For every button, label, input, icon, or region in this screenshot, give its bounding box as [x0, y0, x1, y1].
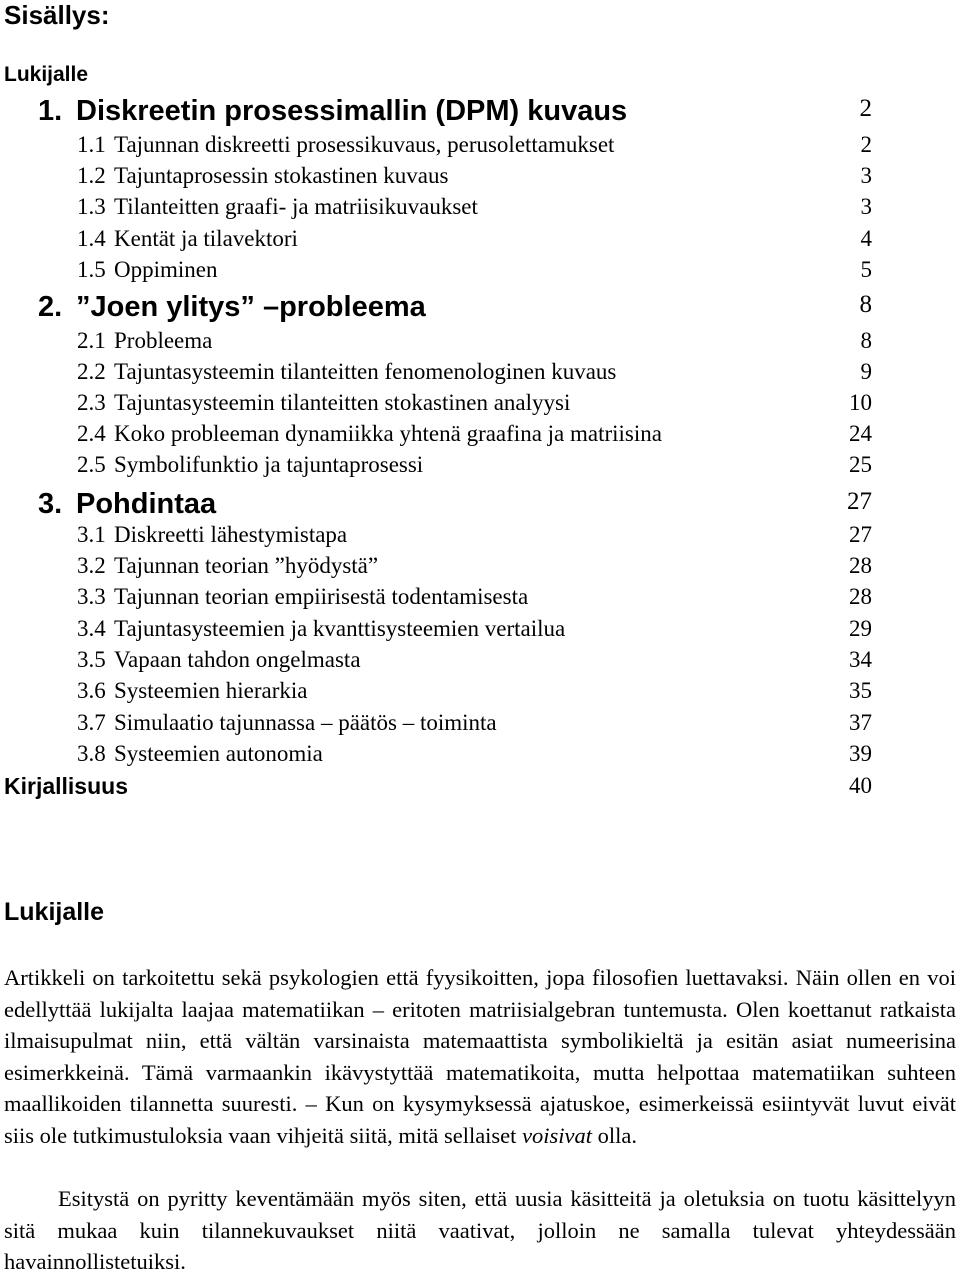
toc-entry-number: 3.6 — [77, 678, 106, 703]
toc-page-number: 27 — [847, 488, 872, 515]
toc-entry-label: Kentät ja tilavektori — [114, 226, 298, 251]
toc-entry-label: Systeemien autonomia — [114, 741, 323, 766]
toc-entry[interactable] — [0, 522, 960, 552]
toc-entry-label: Tajuntasysteemin tilanteitten fenomenologinen kuvaus — [114, 359, 617, 384]
toc-page-number: 2 — [859, 95, 872, 122]
toc-page-number: 28 — [849, 584, 872, 609]
toc-entry[interactable] — [0, 226, 960, 256]
toc-entry-label: Probleema — [114, 328, 213, 353]
toc-entry-label: Tajunnan teorian empiirisestä todentamisesta — [114, 584, 529, 609]
toc-page-number: 8 — [859, 291, 872, 318]
toc-entry-label: ”Joen ylitys” –probleema — [76, 291, 426, 323]
toc-entry-label: Systeemien hierarkia — [114, 678, 308, 703]
toc-entry-number: 3.8 — [77, 741, 106, 766]
toc-entry[interactable] — [0, 421, 960, 451]
toc-entry-number: 3.2 — [77, 553, 106, 578]
toc-entry-label: Oppiminen — [114, 257, 218, 282]
paragraph-text: Artikkeli on tarkoitettu sekä psykologien että fyysikoitten, jopa filosofien luettavaksi. Näin ollen en voi edellyttää lukijalta laajaa matematiikan – eritoten matriisialgebran tuntemusta. Olen koettanut ratkaista ilmaisupulmat niin, että vältän varsinaista matemaattista symbolikieltä ja esitän asiat numeerisina esimerkkeinä. Tämä varmaankin ikävystyttää matematikoita, mutta helpottaa matematiikan suhteen maallikoiden tilannetta suuresti. – Kun on kysymyksessä ajatuskoe, esimerkeissä esiintyvät luvut eivät siis ole tutkimustuloksia vaan vihjeitä siitä, mitä sellaiset — [4, 965, 956, 1148]
toc-entry[interactable] — [0, 95, 960, 125]
toc-page-number: 2 — [860, 132, 872, 157]
toc-entry-number: 1.3 — [77, 194, 106, 219]
toc-page-number: 29 — [849, 616, 872, 641]
toc-entry[interactable] — [0, 584, 960, 614]
paragraph-intro — [4, 962, 956, 1151]
toc-entry-number: 2.3 — [77, 390, 106, 415]
toc-entry-number: 1.4 — [77, 226, 106, 251]
toc-entry[interactable] — [0, 452, 960, 482]
toc-title: Sisällys: — [4, 0, 110, 30]
toc-entry[interactable] — [0, 163, 960, 193]
toc-entry[interactable] — [0, 291, 960, 321]
toc-entry-number: 1. — [38, 95, 63, 127]
toc-entry-label: Tilanteitten graafi- ja matriisikuvaukset — [114, 194, 478, 219]
toc-entry-number: 2.5 — [77, 452, 106, 477]
toc-link-lukijalle[interactable]: Lukijalle — [4, 63, 89, 86]
toc-entry-number: 3.5 — [77, 647, 106, 672]
toc-entry-label: Tajunnan teorian ”hyödystä” — [114, 553, 379, 578]
toc-entry[interactable] — [0, 710, 960, 740]
toc-entry[interactable] — [0, 488, 960, 518]
toc-link-kirjallisuus[interactable]: Kirjallisuus — [4, 773, 128, 799]
toc-page-number: 5 — [860, 257, 872, 282]
toc-entry-label: Diskreetti lähestymistapa — [114, 522, 348, 547]
toc-page-number: 3 — [860, 163, 872, 188]
toc-page-number: 39 — [849, 741, 872, 766]
toc-entry-number: 3.1 — [77, 522, 106, 547]
toc-entry[interactable] — [0, 678, 960, 708]
emphasis-text: voisivat — [522, 1122, 593, 1148]
toc-entry-label: Tajunnan diskreetti prosessikuvaus, perusolettamukset — [114, 132, 615, 157]
toc-entry-number: 2.2 — [77, 359, 106, 384]
toc-page-number: 28 — [849, 553, 872, 578]
toc-entry-number: 2.1 — [77, 328, 106, 353]
toc-entry-number: 3.4 — [77, 616, 106, 641]
toc-entry-label: Diskreetin prosessimallin (DPM) kuvaus — [76, 95, 628, 127]
toc-entry-number: 3.7 — [77, 710, 106, 735]
toc-entry[interactable] — [0, 616, 960, 646]
toc-page-number: 8 — [860, 328, 872, 353]
toc-entry[interactable] — [0, 553, 960, 583]
toc-entry-number: 1.1 — [77, 132, 106, 157]
toc-entry-label: Pohdintaa — [76, 488, 217, 520]
toc-page-number: 10 — [849, 390, 872, 415]
toc-entry-label: Tajuntaprosessin stokastinen kuvaus — [114, 163, 449, 188]
toc-entry-label: Symbolifunktio ja tajuntaprosessi — [114, 452, 424, 477]
section-heading: Lukijalle — [4, 898, 105, 926]
toc-page-number: 34 — [849, 647, 872, 672]
toc-entry-number: 2. — [38, 291, 63, 323]
toc-entry[interactable] — [0, 257, 960, 287]
toc-page-number: 4 — [860, 226, 872, 251]
toc-entry-label: Tajuntasysteemin tilanteitten stokastinen analyysi — [114, 390, 571, 415]
toc-entry[interactable] — [0, 741, 960, 771]
toc-entry-number: 3.3 — [77, 584, 106, 609]
toc-entry-number: 1.2 — [77, 163, 106, 188]
toc-page-number: 35 — [849, 678, 872, 703]
paragraph-second: Esitystä on pyritty keventämään myös siten, että uusia käsitteitä ja oletuksia on tuotu käsittelyyn sitä mukaa kuin tilannekuvaukset niitä vaativat, jolloin ne samalla tulevat yhteydessään havainnollistetuiksi. — [4, 1186, 956, 1274]
toc-page-number: 40 — [849, 773, 872, 798]
toc-entry-label: Koko probleeman dynamiikka yhtenä graafina ja matriisina — [114, 421, 662, 446]
toc-page-number: 25 — [849, 452, 872, 477]
toc-entry-label: Tajuntasysteemien ja kvanttisysteemien vertailua — [114, 616, 566, 641]
toc-entry-number: 2.4 — [77, 421, 106, 446]
toc-page-number: 37 — [849, 710, 872, 735]
paragraph-text: olla. — [592, 1122, 638, 1148]
toc-entry[interactable] — [0, 647, 960, 677]
toc-entry[interactable] — [0, 359, 960, 389]
toc-entry[interactable] — [0, 132, 960, 162]
toc-entry-label: Vapaan tahdon ongelmasta — [114, 647, 361, 672]
toc-page-number: 9 — [860, 359, 872, 384]
toc-page-number: 3 — [860, 194, 872, 219]
toc-page-number: 24 — [849, 421, 872, 446]
toc-entry-label: Simulaatio tajunnassa – päätös – toiminta — [114, 710, 497, 735]
toc-entry[interactable] — [0, 194, 960, 224]
toc-page-number: 27 — [849, 522, 872, 547]
toc-entry[interactable] — [0, 328, 960, 358]
toc-entry-number: 3. — [38, 488, 63, 520]
toc-entry[interactable] — [0, 390, 960, 420]
toc-entry-number: 1.5 — [77, 257, 106, 282]
